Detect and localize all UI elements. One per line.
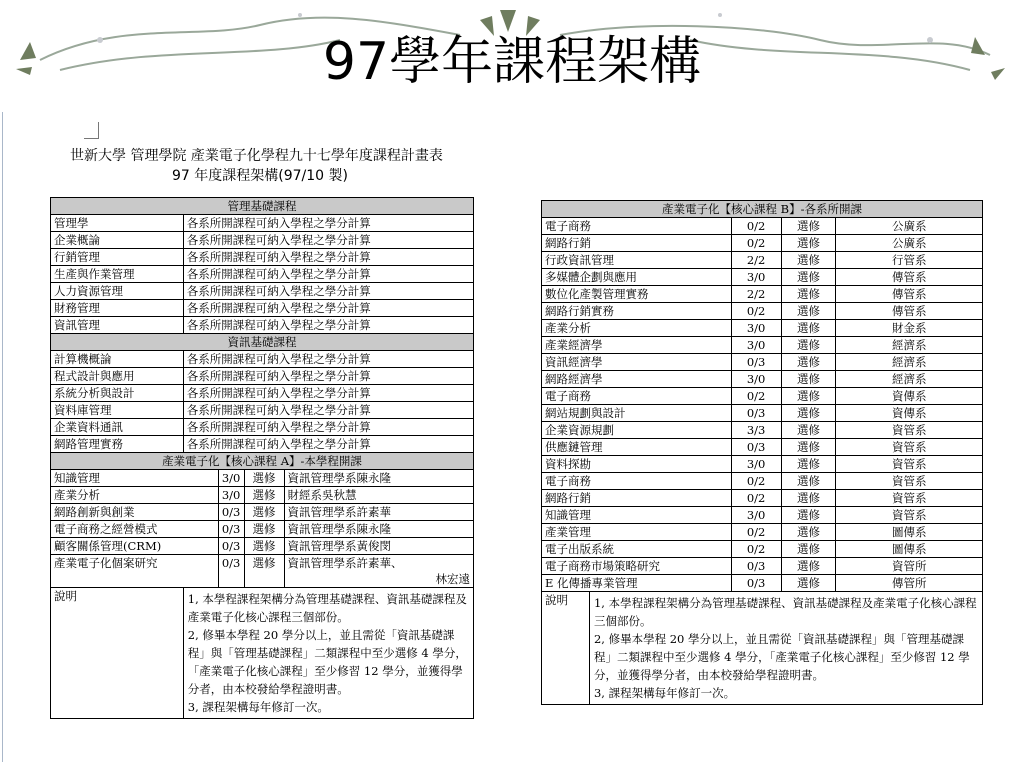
document-title xyxy=(60,146,560,186)
course-type: 選修 xyxy=(781,541,836,558)
course-name: E 化傳播專業管理 xyxy=(542,575,732,592)
table-row xyxy=(542,354,983,371)
course-credits: 3/0 xyxy=(218,487,244,504)
course-credits: 2/2 xyxy=(731,252,781,269)
course-credits: 0/3 xyxy=(731,354,781,371)
table-row xyxy=(542,388,983,405)
document-title-line2: 97 年度課程架構(97/10 製) xyxy=(172,168,348,184)
course-type: 選修 xyxy=(781,456,836,473)
course-name: 電子商務 xyxy=(542,388,732,405)
course-credits: 3/0 xyxy=(731,456,781,473)
section-header-row xyxy=(542,201,983,218)
document-title-line1: 世新大學 管理學院 產業電子化學程九十七學年度課程計畫表 xyxy=(70,148,443,164)
course-teacher: 資訊管理學系陳永隆 xyxy=(284,521,474,538)
course-dept: 傳管系 xyxy=(836,269,983,286)
course-dept: 圖傳系 xyxy=(836,541,983,558)
table-row xyxy=(542,252,983,269)
course-credits: 0/3 xyxy=(731,558,781,575)
course-credits: 3/0 xyxy=(731,507,781,524)
course-credits: 3/0 xyxy=(731,371,781,388)
course-desc: 各系所開課程可納入學程之學分計算 xyxy=(183,266,473,283)
course-name: 網路創新與創業 xyxy=(51,504,219,521)
course-credits: 0/3 xyxy=(218,504,244,521)
course-teacher: 資訊管理學系黃俊閔 xyxy=(284,538,474,555)
table-row xyxy=(51,317,474,334)
course-type: 選修 xyxy=(244,504,284,521)
course-name: 數位化產製管理實務 xyxy=(542,286,732,303)
table-row xyxy=(542,286,983,303)
course-type: 選修 xyxy=(781,235,836,252)
course-name: 電子商務之經營模式 xyxy=(51,521,219,538)
course-type: 選修 xyxy=(781,354,836,371)
table-row xyxy=(51,266,474,283)
course-type: 選修 xyxy=(781,490,836,507)
table-row xyxy=(542,405,983,422)
course-type: 選修 xyxy=(781,286,836,303)
table-row xyxy=(51,351,474,368)
table-row xyxy=(542,269,983,286)
course-dept: 資傳系 xyxy=(836,388,983,405)
table-row xyxy=(51,249,474,266)
course-name: 知識管理 xyxy=(542,507,732,524)
course-desc: 各系所開課程可納入學程之學分計算 xyxy=(183,317,473,334)
course-desc: 各系所開課程可納入學程之學分計算 xyxy=(183,385,473,402)
course-dept: 資管系 xyxy=(836,490,983,507)
course-dept: 資管系 xyxy=(836,507,983,524)
course-dept: 經濟系 xyxy=(836,354,983,371)
course-teacher: 資訊管理學系陳永隆 xyxy=(284,470,474,487)
course-desc: 各系所開課程可納入學程之學分計算 xyxy=(183,300,473,317)
course-name: 網路行銷 xyxy=(542,235,732,252)
note-item: 1, 本學程課程架構分為管理基礎課程、資訊基礎課程及產業電子化核心課程三個部份。 xyxy=(593,596,977,628)
course-type: 選修 xyxy=(244,470,284,487)
course-name: 行政資訊管理 xyxy=(542,252,732,269)
course-credits: 0/2 xyxy=(731,218,781,235)
course-name: 資料探勘 xyxy=(542,456,732,473)
section-header-row xyxy=(51,198,474,215)
left-curriculum-table xyxy=(50,197,474,719)
course-type: 選修 xyxy=(244,555,284,588)
course-type: 選修 xyxy=(781,252,836,269)
course-type: 選修 xyxy=(781,371,836,388)
course-name: 電子商務 xyxy=(542,218,732,235)
course-type: 選修 xyxy=(781,439,836,456)
course-desc: 各系所開課程可納入學程之學分計算 xyxy=(183,368,473,385)
course-name: 企業資源規劃 xyxy=(542,422,732,439)
course-credits: 3/0 xyxy=(731,269,781,286)
course-teacher-cont: 林宏遠 xyxy=(435,572,470,586)
course-name: 資訊管理 xyxy=(51,317,184,334)
course-type: 選修 xyxy=(781,388,836,405)
course-name: 網路管理實務 xyxy=(51,436,184,453)
course-type: 選修 xyxy=(781,422,836,439)
table-row xyxy=(542,371,983,388)
course-name: 網路行銷 xyxy=(542,490,732,507)
course-dept: 資管系 xyxy=(836,439,983,456)
course-type: 選修 xyxy=(781,558,836,575)
table-row xyxy=(51,300,474,317)
section-header: 管理基礎課程 xyxy=(51,198,474,215)
section-header: 產業電子化【核心課程 A】-本學程開課 xyxy=(51,453,474,470)
section-header: 產業電子化【核心課程 B】-各系所開課 xyxy=(542,201,983,218)
course-name: 產業經濟學 xyxy=(542,337,732,354)
course-dept: 圖傳系 xyxy=(836,524,983,541)
right-curriculum-table xyxy=(541,200,983,705)
table-row xyxy=(542,575,983,592)
course-credits: 0/3 xyxy=(731,405,781,422)
table-row xyxy=(542,558,983,575)
course-name: 資料庫管理 xyxy=(51,402,184,419)
course-type: 選修 xyxy=(244,487,284,504)
section-header-row xyxy=(51,453,474,470)
course-name: 財務管理 xyxy=(51,300,184,317)
course-credits: 0/3 xyxy=(731,439,781,456)
slide-title: 97學年課程架構 xyxy=(322,32,702,92)
course-name: 企業資料通訊 xyxy=(51,419,184,436)
course-type: 選修 xyxy=(781,575,836,592)
course-credits: 0/3 xyxy=(218,521,244,538)
course-name: 電子商務 xyxy=(542,473,732,490)
table-row xyxy=(542,320,983,337)
course-credits: 3/3 xyxy=(731,422,781,439)
course-name: 電子出版系統 xyxy=(542,541,732,558)
table-row xyxy=(51,232,474,249)
notes-label: 說明 xyxy=(542,592,590,705)
notes-body xyxy=(589,592,982,705)
course-dept: 公廣系 xyxy=(836,235,983,252)
course-dept: 行管系 xyxy=(836,252,983,269)
table-row xyxy=(542,422,983,439)
course-type: 選修 xyxy=(781,405,836,422)
notes-body xyxy=(183,588,473,719)
course-credits: 3/0 xyxy=(731,320,781,337)
table-row xyxy=(51,215,474,232)
table-row xyxy=(542,541,983,558)
section-header: 資訊基礎課程 xyxy=(51,334,474,351)
course-type: 選修 xyxy=(781,524,836,541)
table-row xyxy=(542,507,983,524)
course-desc: 各系所開課程可納入學程之學分計算 xyxy=(183,215,473,232)
course-type: 選修 xyxy=(781,337,836,354)
course-type: 選修 xyxy=(781,507,836,524)
course-name: 網站規劃與設計 xyxy=(542,405,732,422)
course-desc: 各系所開課程可納入學程之學分計算 xyxy=(183,419,473,436)
course-name: 生產與作業管理 xyxy=(51,266,184,283)
table-row xyxy=(542,235,983,252)
course-desc: 各系所開課程可納入學程之學分計算 xyxy=(183,436,473,453)
course-name: 電子商務市場策略研究 xyxy=(542,558,732,575)
course-dept: 經濟系 xyxy=(836,337,983,354)
table-row xyxy=(51,521,474,538)
course-desc: 各系所開課程可納入學程之學分計算 xyxy=(183,402,473,419)
course-dept: 經濟系 xyxy=(836,371,983,388)
course-dept: 資傳系 xyxy=(836,405,983,422)
course-dept: 傳管系 xyxy=(836,286,983,303)
course-name: 產業分析 xyxy=(51,487,219,504)
table-row xyxy=(542,524,983,541)
course-credits: 0/3 xyxy=(731,575,781,592)
right-rows xyxy=(542,218,983,592)
course-type: 選修 xyxy=(781,303,836,320)
note-item: 1, 本學程課程架構分為管理基礎課程、資訊基礎課程及產業電子化核心課程三個部份。 xyxy=(187,592,467,624)
section-header-row xyxy=(51,334,474,351)
course-name: 管理學 xyxy=(51,215,184,232)
course-credits: 0/2 xyxy=(731,235,781,252)
course-dept: 資管所 xyxy=(836,558,983,575)
course-name: 產業管理 xyxy=(542,524,732,541)
course-credits: 0/3 xyxy=(218,555,244,588)
course-dept: 資管系 xyxy=(836,456,983,473)
note-item: 2, 修畢本學程 20 學分以上，並且需從「資訊基礎課程」與「管理基礎課程」二類課程中至少選修 4 學分，「產業電子化核心課程」至少修習 12 學分，並獲得學分者，由本校發給學程證明書。 xyxy=(187,628,467,696)
table-row xyxy=(51,402,474,419)
course-type: 選修 xyxy=(244,538,284,555)
table-row xyxy=(542,490,983,507)
notes-label: 說明 xyxy=(51,588,184,719)
corner-mark xyxy=(84,122,99,139)
course-credits: 0/2 xyxy=(731,541,781,558)
course-name: 知識管理 xyxy=(51,470,219,487)
table-row xyxy=(542,439,983,456)
course-teacher: 資訊管理學系許素華、 xyxy=(287,556,403,570)
course-name: 人力資源管理 xyxy=(51,283,184,300)
table-row xyxy=(51,470,474,487)
table-row xyxy=(51,283,474,300)
left-rule xyxy=(2,112,3,762)
table-row xyxy=(542,218,983,235)
notes-row xyxy=(51,588,474,719)
table-row xyxy=(51,419,474,436)
course-name: 網路行銷實務 xyxy=(542,303,732,320)
course-credits: 0/2 xyxy=(731,490,781,507)
course-credits: 0/2 xyxy=(731,473,781,490)
course-credits: 0/2 xyxy=(731,388,781,405)
course-name: 供應鏈管理 xyxy=(542,439,732,456)
course-type: 選修 xyxy=(781,269,836,286)
course-dept: 財金系 xyxy=(836,320,983,337)
course-name: 產業電子化個案研究 xyxy=(51,555,219,588)
table-row xyxy=(51,538,474,555)
course-type: 選修 xyxy=(244,521,284,538)
course-dept: 資管系 xyxy=(836,422,983,439)
note-item: 2, 修畢本學程 20 學分以上，並且需從「資訊基礎課程」與「管理基礎課程」二類課程中至少選修 4 學分，「產業電子化核心課程」至少修習 12 學分，並獲得學分者，由本校發給學程證明書。 xyxy=(593,632,970,682)
course-desc: 各系所開課程可納入學程之學分計算 xyxy=(183,283,473,300)
table-row xyxy=(51,555,474,588)
course-teacher: 財經系吳秋慧 xyxy=(284,487,474,504)
course-type: 選修 xyxy=(781,320,836,337)
table-row xyxy=(542,303,983,320)
course-credits: 0/2 xyxy=(731,524,781,541)
course-credits: 2/2 xyxy=(731,286,781,303)
note-item: 3, 課程架構每年修訂一次。 xyxy=(187,700,329,714)
table-row xyxy=(542,456,983,473)
course-credits: 0/3 xyxy=(218,538,244,555)
table-row xyxy=(51,436,474,453)
course-credits: 3/0 xyxy=(731,337,781,354)
course-credits: 3/0 xyxy=(218,470,244,487)
course-type: 選修 xyxy=(781,218,836,235)
table-row xyxy=(51,487,474,504)
course-credits: 0/2 xyxy=(731,303,781,320)
course-name: 系統分析與設計 xyxy=(51,385,184,402)
table-row xyxy=(51,504,474,521)
course-name: 多媒體企劃與應用 xyxy=(542,269,732,286)
table-row xyxy=(542,337,983,354)
table-row xyxy=(51,385,474,402)
course-name: 產業分析 xyxy=(542,320,732,337)
course-name: 企業概論 xyxy=(51,232,184,249)
notes-row xyxy=(542,592,983,705)
course-dept: 傳管系 xyxy=(836,303,983,320)
table-row xyxy=(542,473,983,490)
course-dept: 資管系 xyxy=(836,473,983,490)
course-dept: 公廣系 xyxy=(836,218,983,235)
course-name: 網路經濟學 xyxy=(542,371,732,388)
table-row xyxy=(51,368,474,385)
course-desc: 各系所開課程可納入學程之學分計算 xyxy=(183,232,473,249)
course-type: 選修 xyxy=(781,473,836,490)
course-desc: 各系所開課程可納入學程之學分計算 xyxy=(183,249,473,266)
course-desc: 各系所開課程可納入學程之學分計算 xyxy=(183,351,473,368)
course-dept: 傳管所 xyxy=(836,575,983,592)
course-name: 程式設計與應用 xyxy=(51,368,184,385)
course-teacher: 資訊管理學系許素華 xyxy=(284,504,474,521)
note-item: 3, 課程架構每年修訂一次。 xyxy=(593,686,736,700)
course-name: 顧客關係管理(CRM) xyxy=(51,538,219,555)
course-name: 行銷管理 xyxy=(51,249,184,266)
course-name: 資訊經濟學 xyxy=(542,354,732,371)
course-name: 計算機概論 xyxy=(51,351,184,368)
